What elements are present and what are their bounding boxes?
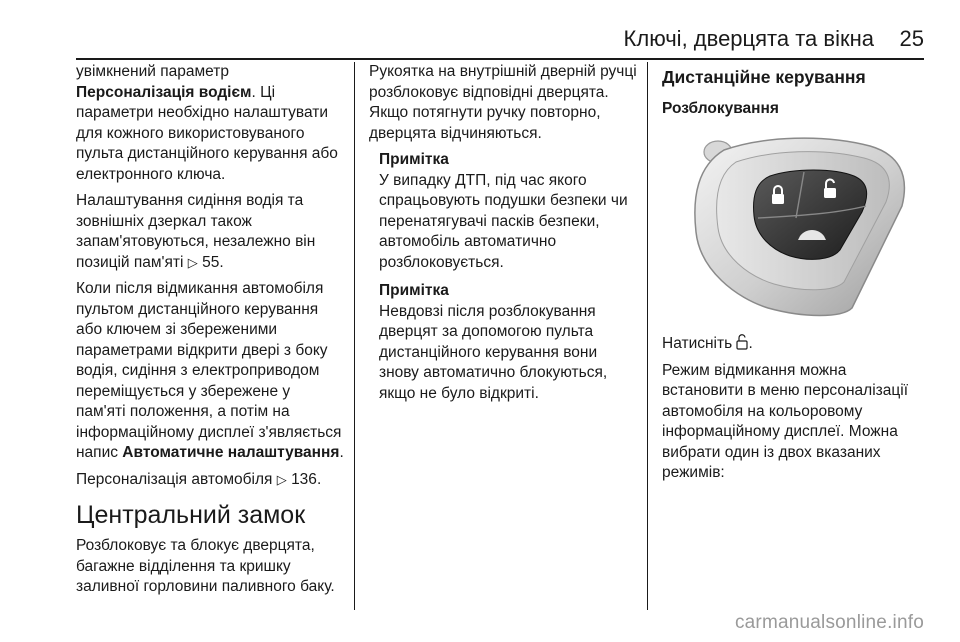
note-text: У випадку ДТП, під час якого спрацьовують подушки безпеки чи перенатягувачі пасків безпеки, автомобіль автоматично розблоковується. (379, 171, 628, 271)
paragraph-press-unlock: Натисніть . (662, 335, 753, 352)
personalization-setting-name: Персоналізація водієм (76, 83, 252, 101)
paragraph-memory: Налаштування сидіння водія та зовнішніх дзеркал також запам'ятовуються, незалежно він позицій пам'яті ▷ 55. (76, 192, 316, 271)
header-title: Ключі, дверцята та вікна (623, 26, 874, 51)
column-3 (662, 62, 924, 490)
note-crash (379, 150, 641, 273)
column-1 (76, 62, 344, 604)
triangle-arrow-icon: ▷ (276, 471, 287, 487)
column-2 (369, 62, 641, 412)
header-divider (76, 58, 924, 60)
note-label: Примітка (379, 282, 449, 299)
paragraph-unlock-mode: Режим відмикання можна встановити в меню персоналізації автомобіля на кольоровому інформаційному дисплеї. Можна вибрати один із двох вказаних режимів: (662, 361, 909, 481)
paragraph-central-lock: Розблоковує та блокує дверцята, багажне відділення та кришку заливної горловини паливного баку. (76, 537, 335, 595)
note-text: Невдовзі після розблокування дверцят за допомогою пульта дистанційного керування вони знову автоматично блокуються, якщо не було відкриті. (379, 302, 608, 402)
note-relock (379, 281, 641, 404)
watermark: carmanualsonline.info (734, 612, 924, 633)
xref-page-55[interactable]: 55 (202, 253, 220, 271)
column-divider-2 (647, 62, 648, 610)
triangle-arrow-icon: ▷ (187, 254, 198, 270)
unlock-padlock-icon (736, 334, 748, 350)
paragraph-door-handle: Рукоятка на внутрішній дверній ручці розблоковує відповідні дверцята. Якщо потягнути ручку повторно, дверцята відчиняються. (369, 63, 637, 142)
xref-page-136[interactable]: 136 (291, 470, 317, 488)
note-label: Примітка (379, 151, 449, 168)
subheading-unlocking: Розблокування (662, 100, 779, 117)
auto-adjust-message: Автоматичне налаштування (122, 444, 340, 461)
section-heading-remote: Дистанційне керування (662, 67, 866, 87)
section-heading-central-lock: Центральний замок (76, 501, 306, 529)
page-number: 25 (899, 26, 924, 51)
key-fob-illustration (684, 132, 920, 320)
paragraph-auto-adjust: Коли після відмикання автомобіля пультом дистанційного керування або ключем зі збереженими параметрами відкрити двері з боку водія, сидіння з електроприводом переміщується у збережене у пам'яті положення, а потім на інформаційному дисплеї з'являється напис Автоматичне налаштування. (76, 280, 344, 461)
column-divider-1 (354, 62, 355, 610)
paragraph-personalization: увімкнений параметр Персоналізація водієм. Ці параметри необхідно налаштувати для кожного використовуваного пульта дистанційного керування або електронного ключа. (76, 63, 338, 183)
paragraph-vehicle-personalization: Персоналізація автомобіля ▷ 136. (76, 470, 322, 488)
